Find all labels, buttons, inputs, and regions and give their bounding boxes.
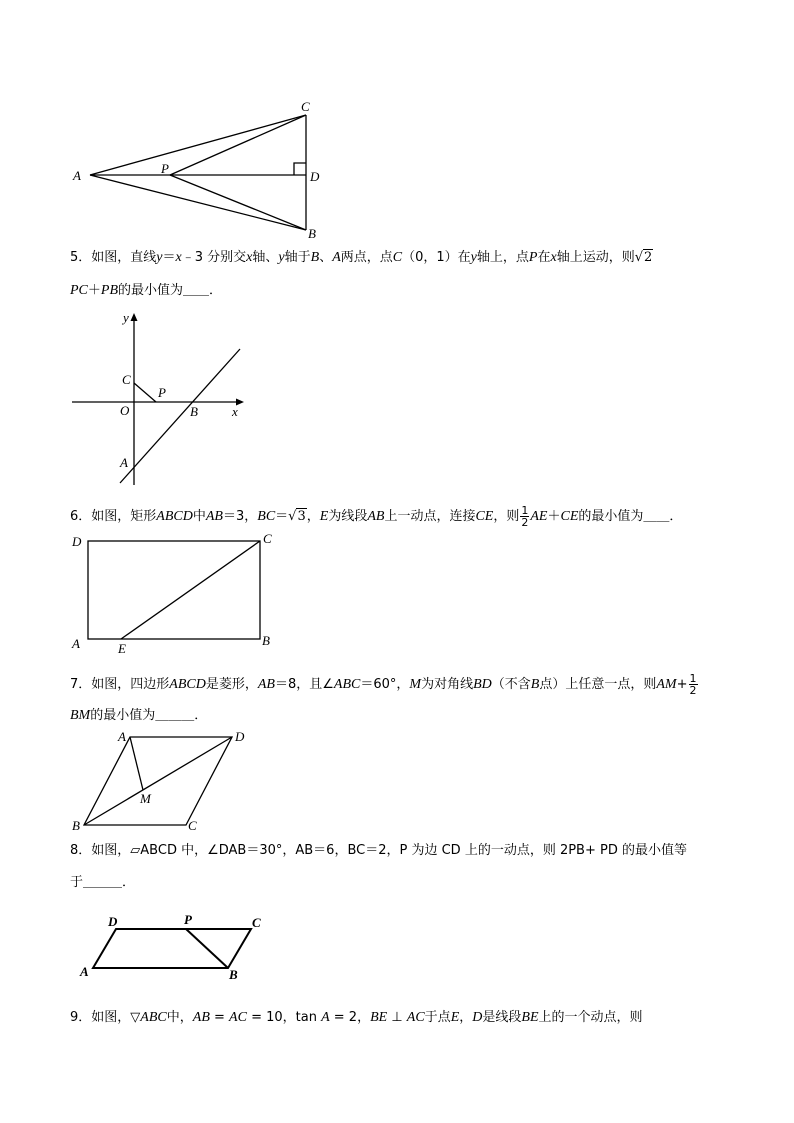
label-a: A <box>73 168 81 183</box>
question-7-line-2: BM的最小值为＿＿＿． <box>70 708 208 723</box>
line-pb <box>170 175 306 230</box>
label-b: B <box>262 633 270 648</box>
label-p: P <box>158 385 166 400</box>
question-8-line-2: 于＿＿＿． <box>70 875 136 890</box>
label-b: B <box>190 404 198 419</box>
label-c: C <box>252 915 261 930</box>
figure-rectangle-abcd <box>0 528 794 658</box>
question-8-line-1: 8．如图，▱ABCD 中，∠DAB＝30°，AB＝6，BC＝2，P 为边 CD 上的一动点，则 2PB+ PD 的最小值等 <box>70 843 687 858</box>
question-6-line-1: 6．如图，矩形ABCD中AB＝3，BC＝√3，E为线段AB上一动点，连接CE，则 $\frac{1}{2}$ AE＋CE的最小值为＿＿． <box>70 504 683 529</box>
label-c: C <box>188 818 197 833</box>
answer-blank-7: ＿＿＿． <box>155 708 208 723</box>
label-c: C <box>301 99 310 114</box>
question-9-line-1: 9．如图，▽ABC中，AB = AC = 10，tan A = 2，BE ⊥ AC于点E，D是线段BE上的一个动点，则 <box>70 1010 643 1025</box>
label-x: x <box>232 404 238 419</box>
figure-coordinate-plane <box>0 305 794 490</box>
label-c: C <box>122 372 131 387</box>
label-e: E <box>118 641 126 656</box>
question-5-line-1: 5．如图，直线y＝x﹣3 分别交x轴、y轴于B、A两点，点C（0，1）在y轴上，点P在x轴上运动，则√2 <box>70 250 653 265</box>
label-o: O <box>120 403 130 418</box>
label-b: B <box>72 818 80 833</box>
line-ab <box>90 175 306 230</box>
label-m: M <box>140 791 151 806</box>
answer-blank-8: ＿＿＿． <box>83 875 136 890</box>
segment-cp <box>134 383 156 402</box>
label-d: D <box>235 729 245 744</box>
segment-am <box>130 737 143 790</box>
question-7-line-1: 7．如图，四边形ABCD是菱形，AB＝8，且∠ABC＝60°，M为对角线BD（不含B点）上任意一点，则AM+ $\frac{1}{2}$ <box>70 672 697 697</box>
line-ac <box>90 115 306 175</box>
label-a: A <box>120 455 128 470</box>
question-5-line-2: PC＋PB的最小值为＿＿． <box>70 283 223 298</box>
figure-parallelogram-abcd <box>0 908 794 988</box>
label-a: A <box>72 636 80 651</box>
label-b: B <box>308 226 316 241</box>
label-a: A <box>118 729 126 744</box>
diagonal-bd <box>84 737 232 825</box>
figure-triangle-apcdb <box>0 0 794 245</box>
answer-blank-5: ＿＿． <box>183 283 223 298</box>
label-p: P <box>184 912 192 927</box>
line-y-eq-x-minus-3 <box>120 349 240 483</box>
rectangle-abcd <box>88 541 260 639</box>
label-d: D <box>72 534 82 549</box>
label-d: D <box>310 169 320 184</box>
label-a: A <box>80 964 89 979</box>
label-y: y <box>123 310 129 325</box>
parallelogram-abcd <box>93 929 251 968</box>
label-d: D <box>108 914 118 929</box>
figure-rhombus-abcd <box>0 725 794 840</box>
line-pc <box>170 115 306 175</box>
segment-pb <box>186 929 228 968</box>
label-b: B <box>229 967 238 982</box>
segment-ec <box>121 541 260 639</box>
label-p: P <box>161 161 169 176</box>
answer-blank-6: ＿＿． <box>643 509 683 524</box>
right-angle-mark <box>294 163 306 175</box>
y-axis-arrow <box>131 313 138 321</box>
label-c: C <box>263 531 272 546</box>
